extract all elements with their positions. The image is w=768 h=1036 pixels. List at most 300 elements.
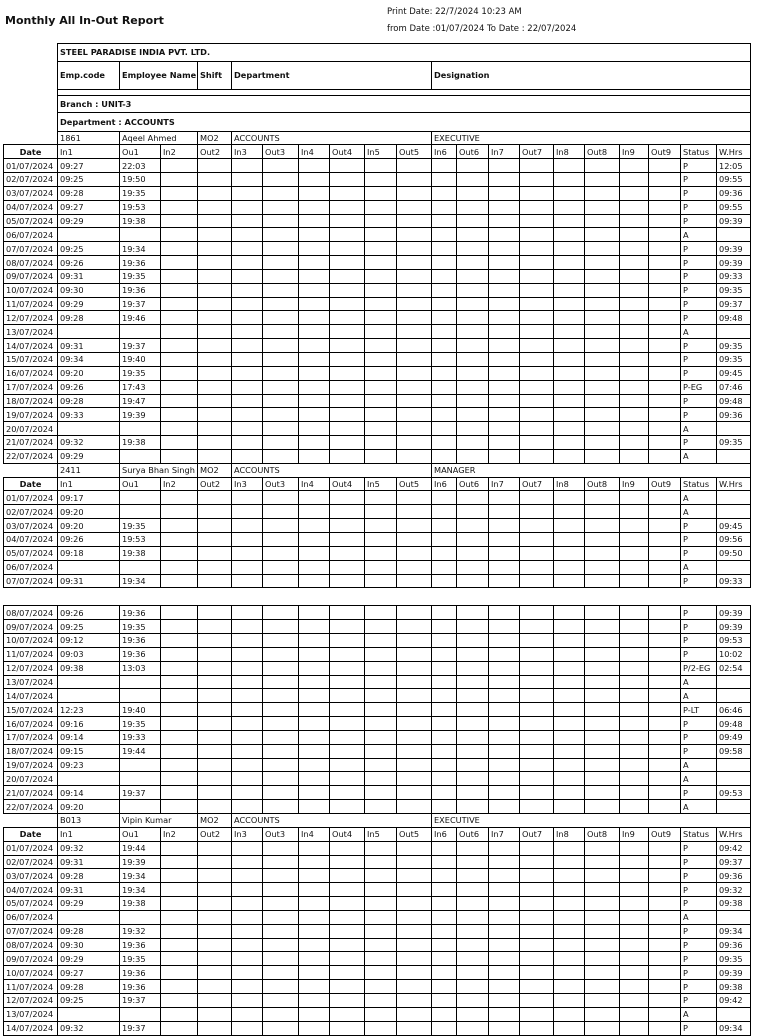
punch-cell <box>330 546 365 560</box>
in1-cell: 09:12 <box>58 634 120 648</box>
punch-cell <box>432 173 457 187</box>
punch-cell <box>457 449 489 463</box>
punch-cell <box>620 910 649 924</box>
punch-cell <box>397 758 432 772</box>
work-hours-cell <box>717 758 751 772</box>
in1-cell: 09:28 <box>58 869 120 883</box>
in1-cell <box>58 772 120 786</box>
punch-cell <box>299 449 330 463</box>
date-column-header: Date <box>4 477 58 491</box>
punch-cell <box>585 422 620 436</box>
status-cell: P-EG <box>681 380 717 394</box>
punch-cell <box>198 228 232 242</box>
punch-cell <box>330 574 365 588</box>
in1-cell: 09:25 <box>58 173 120 187</box>
in1-cell: 09:28 <box>58 980 120 994</box>
employee-designation: EXECUTIVE <box>432 131 751 145</box>
punch-cell <box>161 855 198 869</box>
punch-cell <box>489 269 520 283</box>
punch-cell <box>554 228 585 242</box>
punch-cell <box>457 532 489 546</box>
column-header: In6 <box>432 477 457 491</box>
column-header: W.Hrs <box>717 827 751 841</box>
employee-name: Surya Bhan Singh <box>120 463 198 477</box>
punch-cell <box>520 938 554 952</box>
punch-cell <box>299 758 330 772</box>
punch-cell <box>198 993 232 1007</box>
out1-cell <box>120 910 161 924</box>
punch-cell <box>585 574 620 588</box>
punch-cell <box>520 717 554 731</box>
work-hours-cell: 09:35 <box>717 283 751 297</box>
punch-cell <box>330 339 365 353</box>
punch-cell <box>489 408 520 422</box>
status-cell: A <box>681 560 717 574</box>
punch-cell <box>554 634 585 648</box>
punch-cell <box>554 491 585 505</box>
date-cell: 16/07/2024 <box>4 717 58 731</box>
punch-cell <box>365 242 397 256</box>
column-header: In7 <box>489 145 520 159</box>
punch-cell <box>554 380 585 394</box>
punch-cell <box>649 519 681 533</box>
punch-cell <box>365 339 397 353</box>
punch-cell <box>554 744 585 758</box>
punch-cell <box>330 689 365 703</box>
work-hours-cell: 09:35 <box>717 339 751 353</box>
punch-cell <box>520 952 554 966</box>
punch-cell <box>397 546 432 560</box>
punch-cell <box>489 546 520 560</box>
punch-cell <box>520 560 554 574</box>
punch-cell <box>198 620 232 634</box>
punch-cell <box>585 703 620 717</box>
punch-cell <box>432 620 457 634</box>
punch-cell <box>554 173 585 187</box>
punch-cell <box>520 546 554 560</box>
in1-cell: 09:23 <box>58 758 120 772</box>
punch-cell <box>585 353 620 367</box>
work-hours-cell: 09:39 <box>717 966 751 980</box>
punch-cell <box>585 242 620 256</box>
punch-cell <box>232 924 263 938</box>
column-header: Out9 <box>649 145 681 159</box>
work-hours-cell: 09:33 <box>717 574 751 588</box>
work-hours-cell <box>717 491 751 505</box>
punch-cell <box>365 269 397 283</box>
punch-cell <box>620 519 649 533</box>
punch-cell <box>232 297 263 311</box>
punch-cell <box>554 855 585 869</box>
punch-cell <box>198 532 232 546</box>
punch-cell <box>299 311 330 325</box>
in1-cell: 09:28 <box>58 311 120 325</box>
attendance-row <box>4 505 751 519</box>
punch-cell <box>620 744 649 758</box>
punch-cell <box>232 952 263 966</box>
out1-cell <box>120 325 161 339</box>
work-hours-cell: 09:48 <box>717 394 751 408</box>
punch-cell <box>489 717 520 731</box>
punch-cell <box>397 703 432 717</box>
punch-cell <box>489 283 520 297</box>
punch-cell <box>585 620 620 634</box>
punch-cell <box>457 1007 489 1021</box>
punch-cell <box>520 436 554 450</box>
punch-cell <box>397 173 432 187</box>
punch-cell <box>649 532 681 546</box>
punch-cell <box>457 311 489 325</box>
punch-cell <box>457 519 489 533</box>
punch-cell <box>554 910 585 924</box>
punch-cell <box>397 980 432 994</box>
out1-cell: 19:46 <box>120 311 161 325</box>
employee-name-header: Employee Name <box>120 61 198 89</box>
punch-cell <box>263 574 299 588</box>
punch-cell <box>299 910 330 924</box>
punch-cell <box>520 758 554 772</box>
date-cell: 03/07/2024 <box>4 519 58 533</box>
attendance-row <box>4 717 751 731</box>
punch-cell <box>161 339 198 353</box>
punch-cell <box>432 339 457 353</box>
emp-code-header: Emp.code <box>58 61 120 89</box>
punch-cell <box>263 256 299 270</box>
punch-cell <box>520 297 554 311</box>
punch-cell <box>330 883 365 897</box>
in1-cell <box>58 422 120 436</box>
employee-shift: MO2 <box>198 463 232 477</box>
punch-cell <box>432 366 457 380</box>
punch-cell <box>365 366 397 380</box>
punch-cell <box>161 449 198 463</box>
punch-cell <box>161 200 198 214</box>
punch-cell <box>585 159 620 173</box>
column-header: Ou1 <box>120 477 161 491</box>
status-cell: P <box>681 855 717 869</box>
attendance-row <box>4 938 751 952</box>
punch-cell <box>620 634 649 648</box>
out1-cell <box>120 800 161 814</box>
date-cell: 10/07/2024 <box>4 966 58 980</box>
punch-cell <box>554 786 585 800</box>
punch-cell <box>432 952 457 966</box>
punch-cell <box>457 924 489 938</box>
punch-cell <box>620 1021 649 1035</box>
punch-cell <box>397 214 432 228</box>
column-header: Status <box>681 827 717 841</box>
status-cell: A <box>681 228 717 242</box>
punch-cell <box>330 491 365 505</box>
punch-cell <box>365 730 397 744</box>
work-hours-cell <box>717 449 751 463</box>
punch-cell <box>161 980 198 994</box>
date-cell: 05/07/2024 <box>4 546 58 560</box>
punch-cell <box>649 339 681 353</box>
in1-cell: 09:32 <box>58 841 120 855</box>
punch-cell <box>554 546 585 560</box>
punch-cell <box>198 883 232 897</box>
punch-cell <box>585 491 620 505</box>
punch-cell <box>489 938 520 952</box>
punch-cell <box>263 910 299 924</box>
punch-cell <box>432 560 457 574</box>
attendance-row <box>4 283 751 297</box>
punch-cell <box>649 546 681 560</box>
punch-cell <box>365 647 397 661</box>
status-cell: P <box>681 532 717 546</box>
punch-cell <box>198 841 232 855</box>
punch-cell <box>649 422 681 436</box>
punch-cell <box>554 242 585 256</box>
punch-cell <box>520 491 554 505</box>
date-cell: 10/07/2024 <box>4 283 58 297</box>
punch-cell <box>457 647 489 661</box>
in1-cell: 09:29 <box>58 952 120 966</box>
column-header: In1 <box>58 145 120 159</box>
punch-cell <box>649 869 681 883</box>
status-cell: P <box>681 730 717 744</box>
punch-cell <box>520 800 554 814</box>
punch-cell <box>620 661 649 675</box>
punch-cell <box>330 675 365 689</box>
punch-cell <box>263 532 299 546</box>
column-header: Out2 <box>198 477 232 491</box>
punch-cell <box>232 1007 263 1021</box>
punch-cell <box>198 380 232 394</box>
date-cell: 17/07/2024 <box>4 730 58 744</box>
punch-cell <box>263 717 299 731</box>
punch-cell <box>489 1021 520 1035</box>
punch-cell <box>365 993 397 1007</box>
punch-cell <box>489 186 520 200</box>
punch-cell <box>649 993 681 1007</box>
punch-cell <box>489 325 520 339</box>
punch-cell <box>161 519 198 533</box>
punch-cell <box>432 159 457 173</box>
punch-cell <box>554 980 585 994</box>
attendance-row <box>4 560 751 574</box>
work-hours-cell: 09:36 <box>717 938 751 952</box>
work-hours-cell: 07:46 <box>717 380 751 394</box>
punch-cell <box>263 634 299 648</box>
work-hours-cell <box>717 325 751 339</box>
column-header: In8 <box>554 145 585 159</box>
shift-header: Shift <box>198 61 232 89</box>
status-cell: P <box>681 214 717 228</box>
punch-cell <box>330 952 365 966</box>
punch-cell <box>520 1021 554 1035</box>
work-hours-cell: 09:34 <box>717 1021 751 1035</box>
punch-cell <box>520 910 554 924</box>
punch-cell <box>299 661 330 675</box>
punch-cell <box>489 647 520 661</box>
attendance-row <box>4 883 751 897</box>
attendance-row <box>4 1021 751 1035</box>
in1-cell: 09:27 <box>58 200 120 214</box>
punch-cell <box>432 647 457 661</box>
date-cell: 08/07/2024 <box>4 938 58 952</box>
employee-info-row <box>4 131 751 145</box>
work-hours-cell <box>717 910 751 924</box>
punch-cell <box>554 214 585 228</box>
punch-cell <box>365 380 397 394</box>
punch-cell <box>397 436 432 450</box>
punch-cell <box>620 200 649 214</box>
punch-cell <box>397 897 432 911</box>
punch-cell <box>397 325 432 339</box>
date-column-header: Date <box>4 827 58 841</box>
punch-cell <box>397 353 432 367</box>
punch-cell <box>397 786 432 800</box>
punch-cell <box>232 800 263 814</box>
punch-cell <box>397 634 432 648</box>
punch-cell <box>161 436 198 450</box>
punch-cell <box>520 353 554 367</box>
punch-cell <box>232 661 263 675</box>
date-cell: 01/07/2024 <box>4 159 58 173</box>
punch-cell <box>161 532 198 546</box>
punch-cell <box>520 173 554 187</box>
punch-cell <box>649 394 681 408</box>
punch-cell <box>198 505 232 519</box>
punch-cell <box>263 408 299 422</box>
punch-cell <box>489 353 520 367</box>
punch-cell <box>554 717 585 731</box>
punch-cell <box>457 353 489 367</box>
punch-cell <box>330 966 365 980</box>
company-row <box>4 43 751 61</box>
punch-cell <box>489 380 520 394</box>
punch-cell <box>330 758 365 772</box>
date-cell: 22/07/2024 <box>4 449 58 463</box>
punch-cell <box>649 647 681 661</box>
punch-cell <box>649 408 681 422</box>
work-hours-cell <box>717 689 751 703</box>
work-hours-cell: 09:39 <box>717 242 751 256</box>
punch-cell <box>620 449 649 463</box>
punch-cell <box>520 730 554 744</box>
punch-cell <box>520 620 554 634</box>
punch-cell <box>232 283 263 297</box>
work-hours-cell <box>717 560 751 574</box>
punch-cell <box>397 491 432 505</box>
punch-cell <box>520 980 554 994</box>
punch-cell <box>330 228 365 242</box>
punch-cell <box>263 938 299 952</box>
in1-cell: 09:20 <box>58 519 120 533</box>
status-cell: P <box>681 366 717 380</box>
punch-cell <box>397 910 432 924</box>
blank-cell <box>4 814 58 828</box>
attendance-row <box>4 449 751 463</box>
punch-cell <box>263 269 299 283</box>
date-cell: 08/07/2024 <box>4 606 58 620</box>
punch-cell <box>232 200 263 214</box>
punch-cell <box>397 883 432 897</box>
date-cell: 01/07/2024 <box>4 841 58 855</box>
punch-cell <box>649 200 681 214</box>
punch-cell <box>432 744 457 758</box>
attendance-row <box>4 634 751 648</box>
in1-cell <box>58 1007 120 1021</box>
punch-cell <box>299 269 330 283</box>
punch-cell <box>457 325 489 339</box>
punch-cell <box>585 297 620 311</box>
attendance-row <box>4 532 751 546</box>
punch-cell <box>649 491 681 505</box>
punch-cell <box>520 841 554 855</box>
in1-cell: 09:30 <box>58 938 120 952</box>
punch-cell <box>585 841 620 855</box>
column-header: In1 <box>58 477 120 491</box>
punch-cell <box>330 297 365 311</box>
punch-cell <box>649 980 681 994</box>
attendance-row <box>4 966 751 980</box>
punch-cell <box>365 869 397 883</box>
punch-cell <box>649 173 681 187</box>
attendance-row <box>4 408 751 422</box>
punch-cell <box>365 408 397 422</box>
punch-cell <box>649 242 681 256</box>
punch-cell <box>365 186 397 200</box>
punch-cell <box>457 744 489 758</box>
punch-cell <box>299 242 330 256</box>
column-header: Out3 <box>263 827 299 841</box>
punch-cell <box>397 519 432 533</box>
punch-cell <box>457 228 489 242</box>
status-cell: P <box>681 897 717 911</box>
punch-cell <box>620 993 649 1007</box>
column-header: In6 <box>432 145 457 159</box>
punch-cell <box>397 661 432 675</box>
punch-cell <box>649 897 681 911</box>
punch-cell <box>620 339 649 353</box>
punch-cell <box>432 634 457 648</box>
attendance-row <box>4 772 751 786</box>
punch-cell <box>585 786 620 800</box>
punch-cell <box>649 1007 681 1021</box>
punch-cell <box>520 269 554 283</box>
punch-cell <box>620 620 649 634</box>
attendance-row <box>4 841 751 855</box>
punch-cell <box>489 897 520 911</box>
punch-cell <box>432 200 457 214</box>
punch-cell <box>585 993 620 1007</box>
punch-cell <box>432 855 457 869</box>
punch-cell <box>432 786 457 800</box>
column-header: In2 <box>161 827 198 841</box>
punch-cell <box>330 422 365 436</box>
punch-cell <box>198 283 232 297</box>
punch-cell <box>263 952 299 966</box>
punch-cell <box>198 159 232 173</box>
date-cell: 04/07/2024 <box>4 200 58 214</box>
punch-cell <box>299 186 330 200</box>
column-header-row <box>4 61 751 89</box>
date-cell: 14/07/2024 <box>4 1021 58 1035</box>
punch-cell <box>365 689 397 703</box>
out1-cell: 19:34 <box>120 574 161 588</box>
punch-cell <box>198 519 232 533</box>
punch-cell <box>520 966 554 980</box>
attendance-row <box>4 620 751 634</box>
punch-cell <box>263 449 299 463</box>
punch-cell <box>432 297 457 311</box>
punch-cell <box>365 980 397 994</box>
column-header: Ou1 <box>120 145 161 159</box>
punch-cell <box>585 758 620 772</box>
